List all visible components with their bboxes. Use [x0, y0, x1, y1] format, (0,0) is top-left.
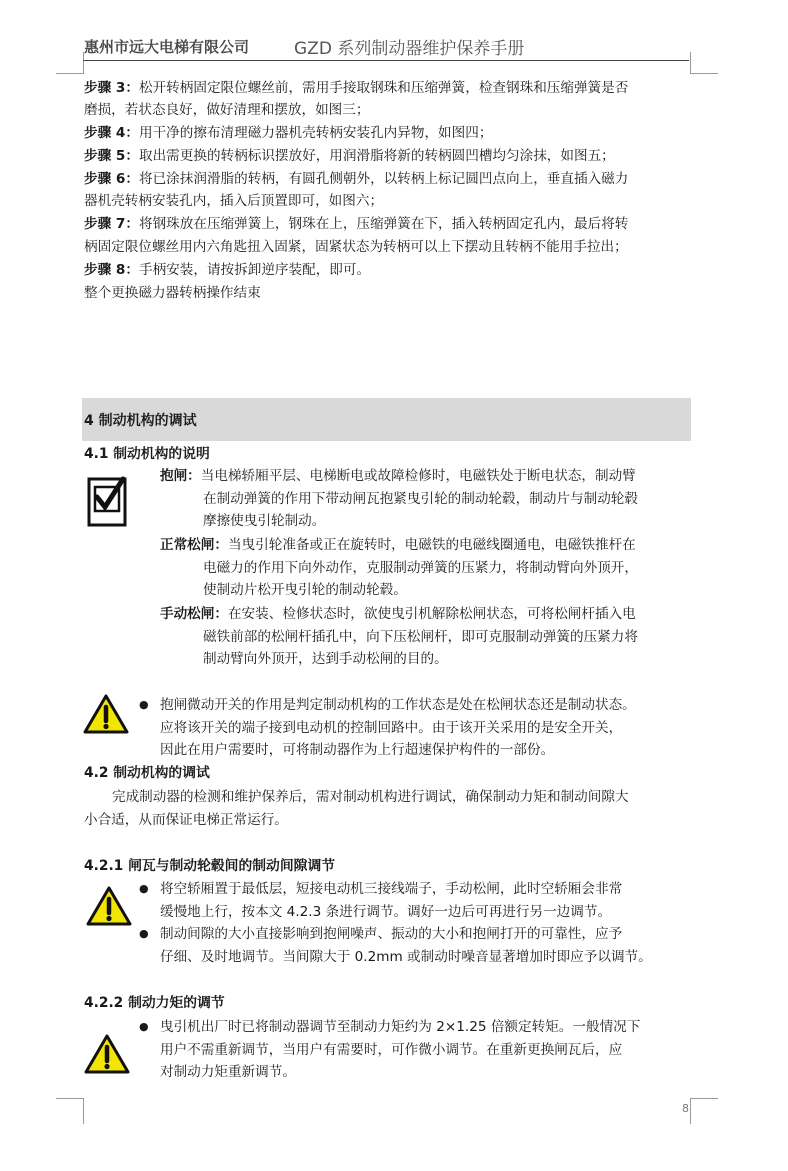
bullet-icon: ●: [139, 1020, 149, 1033]
bullet-icon: ●: [139, 927, 149, 940]
crop-mark: [690, 73, 718, 74]
header-company: 惠州市远大电梯有限公司: [84, 38, 250, 56]
warning-triangle-icon: [86, 885, 132, 927]
crop-mark: [83, 1098, 84, 1124]
term-brake-line: 在制动弹簧的作用下带动闸瓦抱紧曳引轮的制动轮毂，制动片与制动轮毂: [203, 491, 638, 507]
bullet-icon: ●: [139, 882, 149, 895]
para-4-2-cont: 小合适，从而保证电梯正常运行。: [84, 812, 288, 828]
step-6: 步骤 6：将已涂抹润滑脂的转柄，有圆孔侧朝外，以转柄上标记圆凹点向上，垂直插入磁力: [84, 171, 629, 187]
section-4-bar: [82, 398, 691, 441]
bullet-line: 曳引机出厂时已将制动器调节至制动力矩约为 2×1.25 倍额定转矩。一般情况下: [160, 1019, 641, 1035]
header-rule: [83, 60, 689, 61]
step-3-cont: 磨损，若状态良好，做好清理和摆放，如图三；: [84, 102, 370, 118]
crop-mark: [56, 1098, 84, 1099]
header-manual-title: GZD 系列制动器维护保养手册: [294, 39, 525, 59]
warning-triangle-icon: [83, 693, 129, 735]
heading-4-2: 4.2 制动机构的调试: [84, 765, 210, 781]
crop-mark: [56, 73, 84, 74]
term-brake-line: 摩擦使曳引轮制动。: [203, 513, 326, 529]
step-3: 步骤 3：松开转柄固定限位螺丝前，需用手接取钢珠和压缩弹簧，检查钢珠和压缩弹簧是否: [84, 80, 629, 96]
term-manual-release-line: 制动臂向外顶开，达到手动松闸的目的。: [203, 651, 448, 667]
heading-4-2-1: 4.2.1 闸瓦与制动轮毂间的制动间隙调节: [84, 858, 336, 874]
heading-4-1: 4.1 制动机构的说明: [84, 446, 210, 462]
page-number: 8: [682, 1102, 689, 1115]
warning-line: 应将该开关的端子接到电动机的控制回路中。由于该开关采用的是安全开关，: [160, 720, 623, 736]
warning-line: 因此在用户需要时，可将制动器作为上行超速保护构件的一部份。: [160, 742, 555, 758]
step-8: 步骤 8：手柄安装，请按拆卸逆序装配，即可。: [84, 262, 371, 278]
bullet-line: 将空轿厢置于最低层，短接电动机三接线端子，手动松闸，此时空轿厢会非常: [160, 881, 623, 897]
term-normal-release: 正常松闸：当曳引轮准备或正在旋转时，电磁铁的电磁线圈通电，电磁铁推杆在: [160, 537, 636, 553]
step-4: 步骤 4：用干净的擦布清理磁力器机壳转柄安装孔内异物，如图四；: [84, 125, 493, 141]
bullet-line: 对制动力矩重新调节。: [160, 1064, 296, 1080]
term-brake: 抱闸：当电梯轿厢平层、电梯断电或故障检修时，电磁铁处于断电状态，制动臂: [160, 468, 636, 484]
crop-mark: [690, 52, 691, 74]
heading-4-2-2: 4.2.2 制动力矩的调节: [84, 995, 225, 1011]
term-normal-release-line: 电磁力的作用下向外动作，克服制动弹簧的压紧力，将制动臂向外顶开，: [203, 560, 638, 576]
crop-mark: [690, 1098, 718, 1099]
step-6-cont: 器机壳转柄安装孔内，插入后顶置即可，如图六；: [84, 193, 384, 209]
crop-mark: [690, 1098, 691, 1124]
bullet-line: 制动间隙的大小直接影响到抱闸噪声、振动的大小和抱闸打开的可靠性，应予: [160, 926, 623, 942]
check-note-icon: [87, 475, 129, 529]
step-7-cont: 柄固定限位螺丝用内六角匙扭入固紧，固紧状态为转柄可以上下摆动且转柄不能用手拉出；: [84, 239, 628, 255]
step-5: 步骤 5：取出需更换的转柄标识摆放好，用润滑脂将新的转柄圆凹槽均匀涂抹，如图五；: [84, 148, 615, 164]
term-manual-release-line: 磁铁前部的松闸杆插孔中，向下压松闸杆，即可克服制动弹簧的压紧力将: [203, 629, 638, 645]
warning-triangle-icon: [84, 1033, 130, 1075]
term-manual-release: 手动松闸：在安装、检修状态时，欲使曳引机解除松闸状态，可将松闸杆插入电: [160, 606, 636, 622]
end-text: 整个更换磁力器转柄操作结束: [84, 285, 261, 301]
bullet-line: 用户不需重新调节，当用户有需要时，可作微小调节。在重新更换闸瓦后，应: [160, 1042, 623, 1058]
section-4-title: 4 制动机构的调试: [84, 413, 197, 429]
step-7: 步骤 7：将钢珠放在压缩弹簧上，钢珠在上，压缩弹簧在下，插入转柄固定孔内，最后将转: [84, 216, 629, 232]
para-4-2: 完成制动器的检测和维护保养后，需对制动机构进行调试，确保制动力矩和制动间隙大: [112, 789, 629, 805]
warning-line: 抱闸微动开关的作用是判定制动机构的工作状态是处在松闸状态还是制动状态。: [160, 697, 636, 713]
bullet-line: 仔细、及时地调节。当间隙大于 0.2mm 或制动时噪音显著增加时即应予以调节。: [160, 949, 652, 965]
bullet-line: 缓慢地上行，按本文 4.2.3 条进行调节。调好一边后可再进行另一边调节。: [160, 904, 612, 920]
term-normal-release-line: 使制动片松开曳引轮的制动轮毂。: [203, 582, 407, 598]
bullet-icon: ●: [139, 698, 149, 711]
